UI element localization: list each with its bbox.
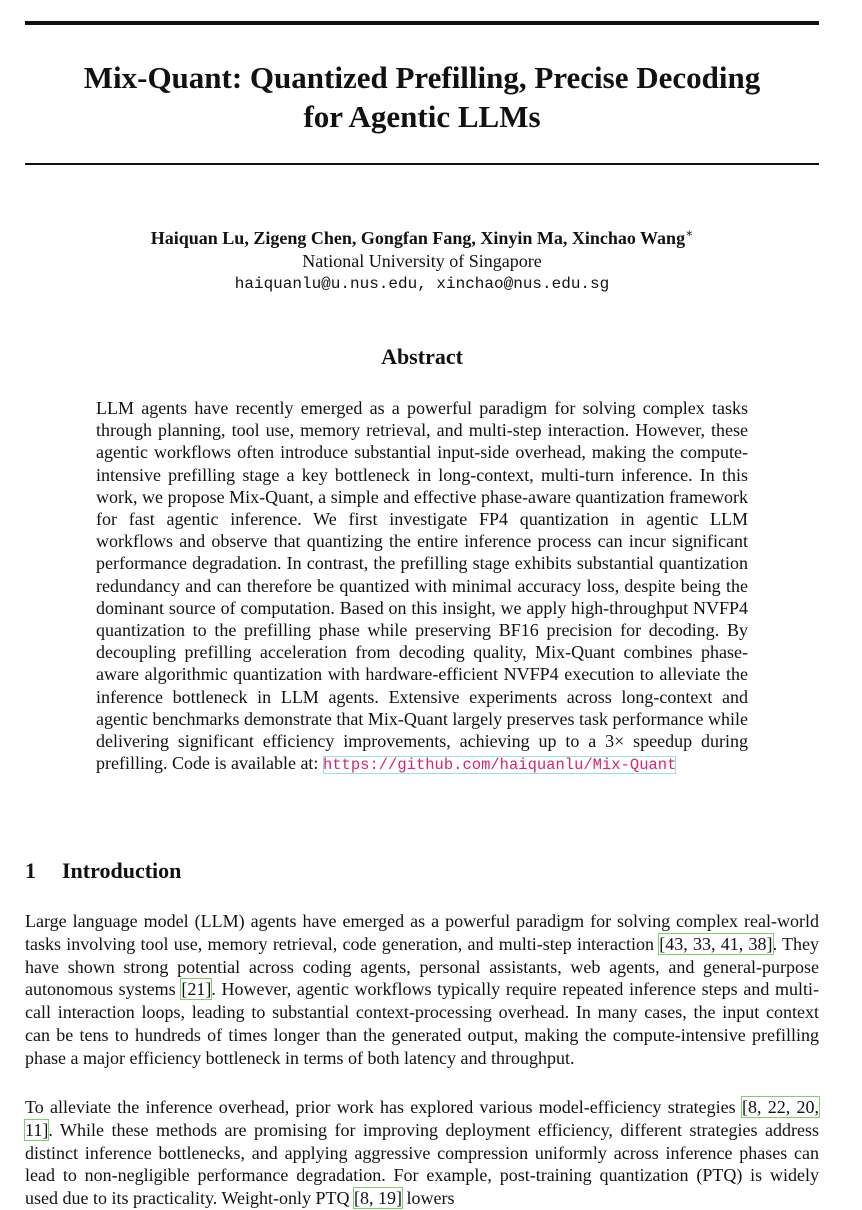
paragraph-text: . While these methods are promising for improving deployment efficiency, different strategies address distinct inference bottlenecks, and applying aggressive compression uniformly across inference phases can lead to non-negligible performance degradation. For example, post-training quantization (PTQ) is widely used due to its practicality. Weight-only PTQ — [25, 1119, 819, 1209]
paper-title-line-1: Mix-Quant: Quantized Prefilling, Precise Decoding — [83, 60, 761, 95]
author-emails: haiquanlu@u.nus.edu, xinchao@nus.edu.sg — [234, 275, 610, 293]
paragraph-text: . They have shown strong potential across coding agents, personal assistants, web agents, and general-purpose autonomous systems — [25, 933, 819, 1000]
paper-title-line-2: for Agentic LLMs — [303, 99, 541, 134]
abstract-heading: Abstract — [381, 344, 463, 369]
paragraph-text: lowers — [402, 1188, 455, 1209]
paragraph-text: Large language model (LLM) agents have emerged as a powerful paradigm for solving complex real-world tasks involving tool use, memory retrieval, code generation, and multi-step interaction — [25, 911, 819, 954]
title-top-rule — [25, 21, 819, 25]
corresponding-author-mark: ∗ — [685, 226, 694, 240]
abstract-body: LLM agents have recently emerged as a powerful paradigm for solving complex tasks through planning, tool use, memory retrieval, and multi-step interaction. However, these agentic workflows often introduce substantial input-side overhead, making the compute-intensive prefilling stage a key bottleneck in long-context, multi-turn inference. In this work, we propose Mix-Quant, a simple and effective phase-aware quantization framework for fast agentic inference. We first investigate FP4 quantization in agentic LLM workflows and observe that quantizing the entire inference process can incur significant performance degradation. In contrast, the prefilling stage exhibits substantial quantization redundancy and can therefore be quantized with minimal accuracy loss, despite being the dominant source of computation. Based on this insight, we apply high-throughput NVFP4 quantization to the prefilling phase while preserving BF16 precision for decoding. By decoupling prefilling acceleration from decoding quality, Mix-Quant combines phase-aware algorithmic quantization with hardware-efficient NVFP4 execution to alleviate the inference bottleneck in LLM agents. Extensive experiments across long-context and agentic benchmarks demonstrate that Mix-Quant largely preserves task performance while delivering significant efficiency improvements, achieving up to a 3× speedup during prefilling. Code is available at: — [96, 398, 748, 774]
author-names: Haiquan Lu, Zigeng Chen, Gongfan Fang, Xinyin Ma, Xinchao Wang — [150, 228, 686, 248]
abstract-text — [96, 397, 748, 776]
citation-link[interactable]: [21] — [181, 979, 212, 1000]
paper-title — [25, 58, 819, 136]
affiliation: National University of Singapore — [302, 251, 542, 271]
citation-link[interactable]: [43, 33, 41, 38] — [659, 933, 773, 954]
title-bottom-rule — [25, 163, 819, 165]
citation-link[interactable]: [8, 22, 20, 11] — [25, 1097, 820, 1140]
code-link[interactable]: https://github.com/haiquanlu/Mix-Quant — [322, 756, 677, 775]
section-number: 1 — [25, 858, 36, 883]
section-title: Introduction — [62, 858, 182, 883]
intro-paragraph-2 — [25, 1096, 819, 1210]
section-heading-introduction — [25, 855, 181, 887]
paragraph-text: To alleviate the inference overhead, prior work has explored various model-efficiency strategies — [25, 1097, 742, 1117]
author-block — [25, 221, 819, 296]
author-list — [25, 221, 819, 250]
paragraph-text: . However, agentic workflows typically require repeated inference steps and multi-call interaction loops, leading to substantial context-processing overhead. In many cases, the input context can be tens to hundreds of times longer than the generated output, making the compute-intensive prefilling phase a major efficiency bottleneck in terms of both latency and throughput. — [25, 979, 819, 1068]
citation-link[interactable]: [8, 19] — [354, 1188, 402, 1209]
intro-paragraph-1 — [25, 910, 819, 1070]
